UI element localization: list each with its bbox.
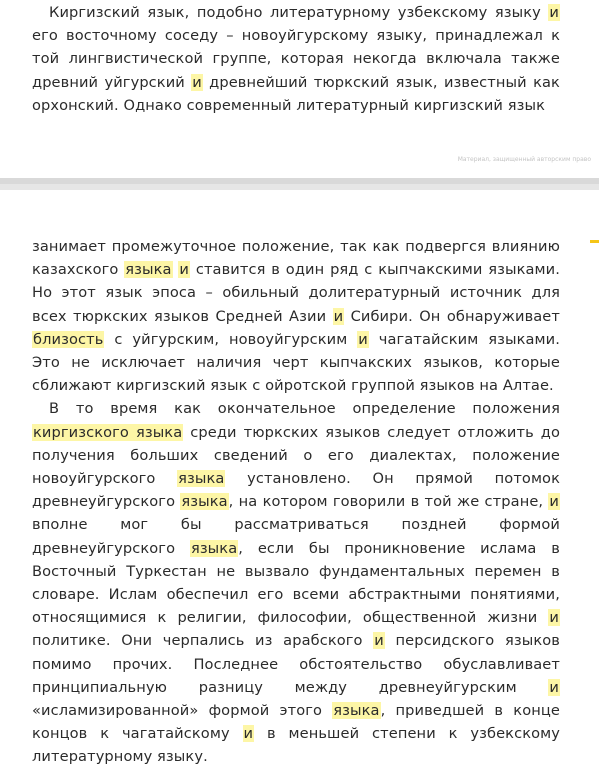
search-highlight: киргизского языка: [33, 423, 183, 441]
copyright-watermark: Материал, защищенный авторским право: [457, 156, 591, 163]
search-highlight: и: [549, 4, 559, 21]
page-2-paragraph-1: занимает промежуточное положение, так как подвергся влиянию казахского языка и ставится в один ряд с кыпчакскими языками. Но этот язык эпоса – обильный долитературный источник для всех тюркских языков Средней Азии и Сибири. Он обнаруживает близость с уйгурским, новоуйгурским и чагатайским языками. Это не исключает наличия черт кыпчакских языков, которые сближают киргизский язык с ойротской группой языков на Алтае.: [32, 238, 560, 395]
page-2-text: [32, 235, 560, 769]
scroll-position-marker: [590, 240, 599, 243]
document-page-2: [0, 190, 599, 783]
search-highlight: языка: [178, 470, 225, 488]
search-highlight: и: [192, 73, 202, 91]
page-1-paragraph: Киргизский язык, подобно литературному узбекскому языку и его восточному соседу – новоуйгурскому языку, принадлежал к той лингвистической группе, которая некогда включала также древний уйгурский и древнейший тюркский язык, известный как орхонский. Однако современный литературный киргизский язык: [32, 4, 560, 114]
page-separator: [0, 178, 599, 190]
search-highlight: и: [549, 609, 559, 627]
search-highlight: и: [549, 678, 559, 696]
search-highlight: близость: [33, 330, 104, 348]
search-highlight: языка: [181, 493, 228, 511]
search-highlight: языка: [125, 261, 172, 279]
search-highlight: и: [374, 632, 384, 650]
search-highlight: и: [333, 307, 344, 325]
page-1-text: [32, 1, 560, 117]
search-highlight: и: [549, 493, 559, 511]
page-separator-shadow: [0, 178, 599, 184]
search-highlight: языка: [333, 702, 380, 720]
search-highlight: языка: [190, 539, 238, 557]
page-2-paragraph-2: В то время как окончательное определение положения киргизского языка среди тюркских языков следует отложить до получения больших сведений о его диалектах, положение новоуйгурского языка установлено. Он прямой потомок древнеуйгурского языка, на котором говорили в той же стране, и вполне мог бы рассматриваться поздней формой древнеуйгурского языка, если бы проникновение ислама в Восточный Туркестан не вызвало фундаментальных перемен в словаре. Ислам обеспечил его всеми абстрактными понятиями, относящимися к религии, философии, общественной жизни и политике. Они черпались из арабского и персидского языков помимо прочих. Последнее обстоятельство обуславливает принципиальную разницу между древнеуйгурским и «исламизированной» формой этого языка, приведшей в конце концов к чагатайскому и в меньшей степени к узбекскому литературному языку.: [32, 400, 560, 766]
search-highlight: и: [243, 725, 254, 743]
document-page-1: [0, 0, 599, 178]
search-highlight: и: [179, 261, 190, 279]
search-highlight: и: [358, 330, 368, 348]
